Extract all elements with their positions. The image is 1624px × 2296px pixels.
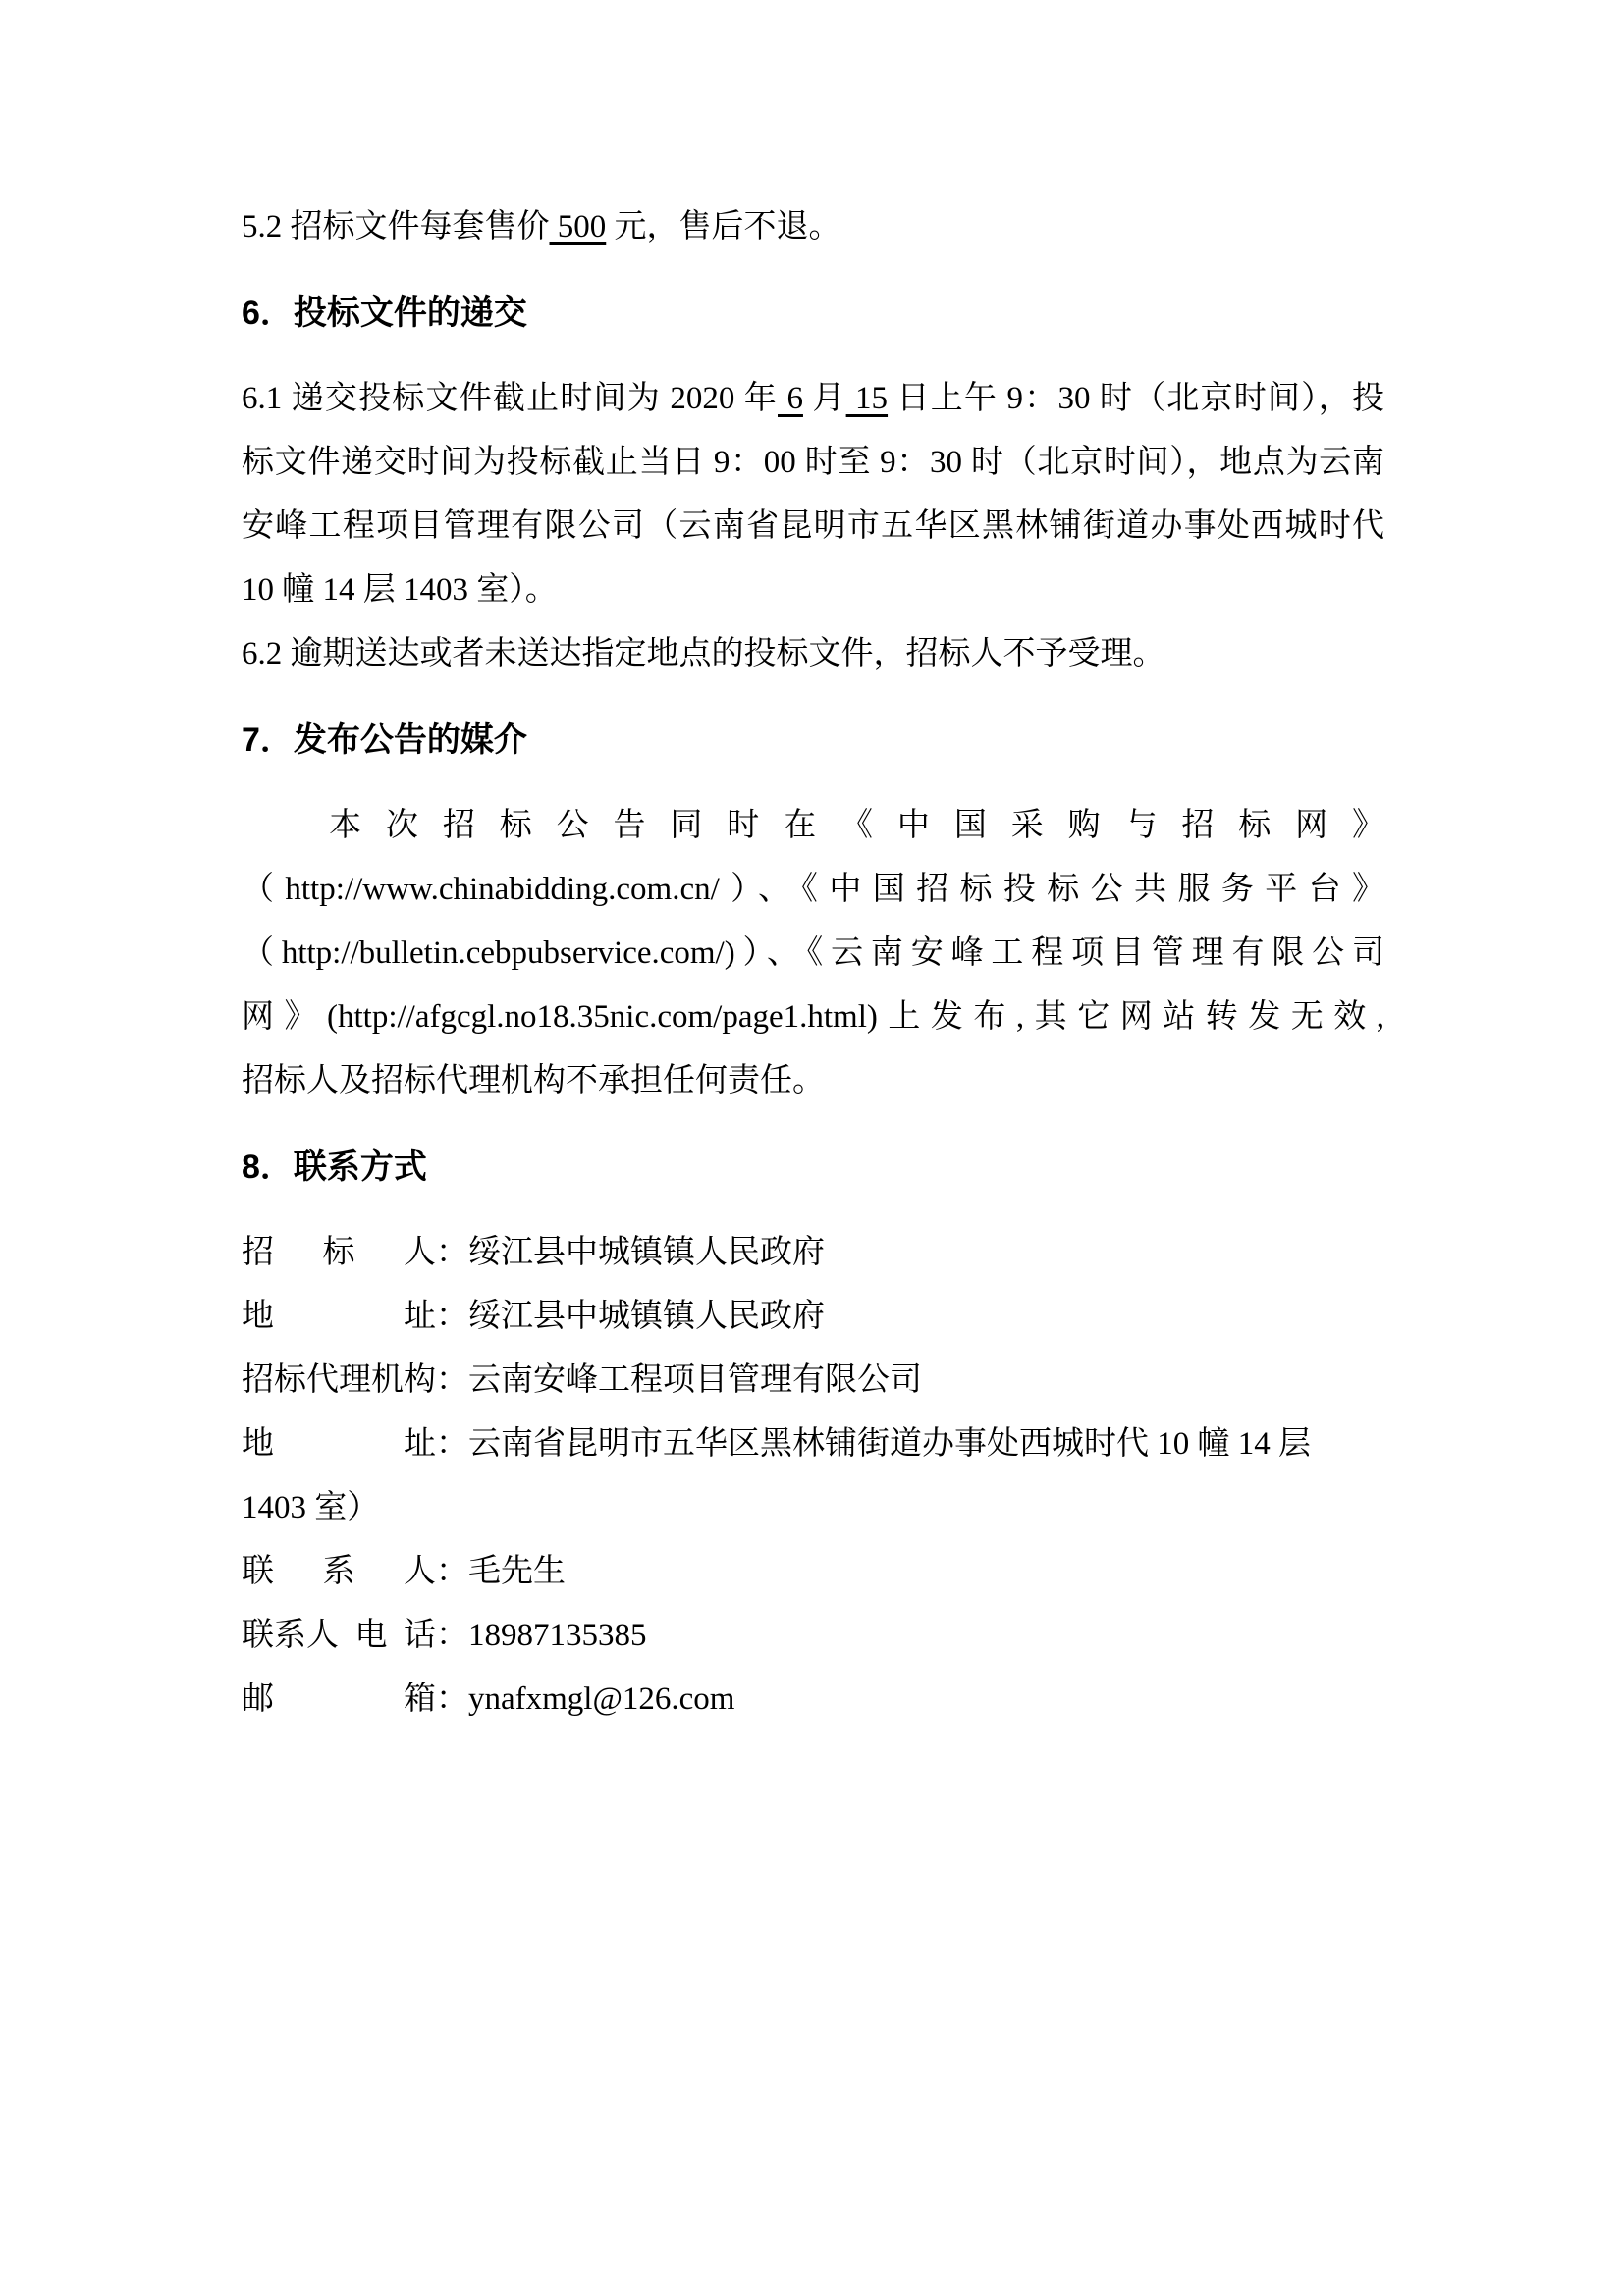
clause-6-1-line-2: 标文件递交时间为投标截止当日 9：00 时至 9：30 时（北京时间），地点为云南 xyxy=(242,445,1384,480)
clause-6-1-line-3: 安峰工程项目管理有限公司（云南省昆明市五华区黑林铺街道办事处西城时代 xyxy=(242,508,1384,544)
contact-value-agency: 云南安峰工程项目管理有限公司 xyxy=(468,1362,922,1398)
section-6-heading: 6．投标文件的递交 xyxy=(242,294,527,332)
deadline-text: 6.1 递交投标文件截止时间为 2020 年 xyxy=(242,381,778,416)
contact-value-bidder: 绥江县中城镇镇人民政府 xyxy=(468,1235,825,1270)
contact-colon: ： xyxy=(436,1362,468,1398)
announcement-media-line-4: 网》(http://afgcgl.no18.35nic.com/page1.html)上发布,其它网站转发无效, xyxy=(242,999,1384,1035)
contact-label-email: 邮箱 xyxy=(242,1682,436,1717)
contact-value-email: ynafxmgl@126.com xyxy=(468,1682,735,1717)
document-price-underlined: 500 xyxy=(549,209,607,244)
contact-label-agency-address: 地址 xyxy=(242,1426,436,1462)
contact-colon: ： xyxy=(436,1235,468,1270)
contact-label-bidder-address: 地址 xyxy=(242,1299,436,1334)
section-8-heading: 8．联系方式 xyxy=(242,1148,427,1186)
contact-row-agency xyxy=(242,1349,1384,1413)
contact-colon: ： xyxy=(436,1426,468,1462)
contact-colon: ： xyxy=(436,1618,468,1653)
contact-row-bidder-address xyxy=(242,1285,1384,1349)
contact-row-bidder xyxy=(242,1221,1384,1285)
section-8-body xyxy=(242,1221,1384,1732)
contact-value-phone: 18987135385 xyxy=(468,1618,647,1653)
section-7-heading: 7．发布公告的媒介 xyxy=(242,721,527,759)
contact-colon: ： xyxy=(436,1682,468,1717)
deadline-time-text: 日上午 9：30 时（北京时间），投 xyxy=(888,381,1385,416)
announcement-media-line-2: （http://www.chinabidding.com.cn/）、《中国招标投标公共服务平台》 xyxy=(242,872,1384,907)
deadline-month-underlined: 6 xyxy=(778,381,803,416)
contact-row-email xyxy=(242,1668,1384,1732)
announcement-media-line-5: 招标人及招标代理机构不承担任何责任。 xyxy=(242,1063,825,1098)
contact-row-agency-address xyxy=(242,1413,1384,1476)
clause-6-2-line: 6.2 逾期送达或者未送达指定地点的投标文件，招标人不予受理。 xyxy=(242,636,1165,671)
contact-value-person: 毛先生 xyxy=(468,1554,566,1589)
clause-5-2-prefix: 5.2 招标文件每套售价 xyxy=(242,209,550,244)
contact-value-bidder-address: 绥江县中城镇镇人民政府 xyxy=(468,1299,825,1334)
announcement-media-line-1: 本次招标公告同时在《中国采购与招标网》 xyxy=(329,808,1384,843)
contact-label-agency: 招标代理机构 xyxy=(242,1362,436,1398)
clause-5-2-suffix: 元，售后不退。 xyxy=(606,209,841,244)
section-6-body xyxy=(242,367,1384,686)
announcement-media-line-3: （http://bulletin.cebpubservice.com/)）、《云南安峰工程项目管理有限公司 xyxy=(242,935,1384,971)
contact-colon: ： xyxy=(436,1299,468,1334)
contact-label-bidder: 招标人 xyxy=(242,1235,436,1270)
contact-value-agency-address: 云南省昆明市五华区黑林铺街道办事处西城时代 10 幢 14 层 xyxy=(468,1426,1311,1462)
contact-row-agency-address-continuation: 1403 室） xyxy=(242,1490,380,1525)
month-label: 月 xyxy=(802,381,846,416)
deadline-day-underlined: 15 xyxy=(845,381,889,416)
contact-colon: ： xyxy=(436,1554,468,1589)
contact-label-person: 联系人 xyxy=(242,1554,436,1589)
clause-6-1-line-4: 10 幢 14 层 1403 室）。 xyxy=(242,572,558,608)
contact-row-phone xyxy=(242,1604,1384,1668)
contact-row-person xyxy=(242,1540,1384,1604)
clause-6-1-line-1 xyxy=(242,367,1384,431)
section-7-body xyxy=(242,794,1384,1113)
contact-label-phone: 联系人 电 话 xyxy=(242,1618,436,1653)
clause-5-2-line xyxy=(242,195,1384,259)
